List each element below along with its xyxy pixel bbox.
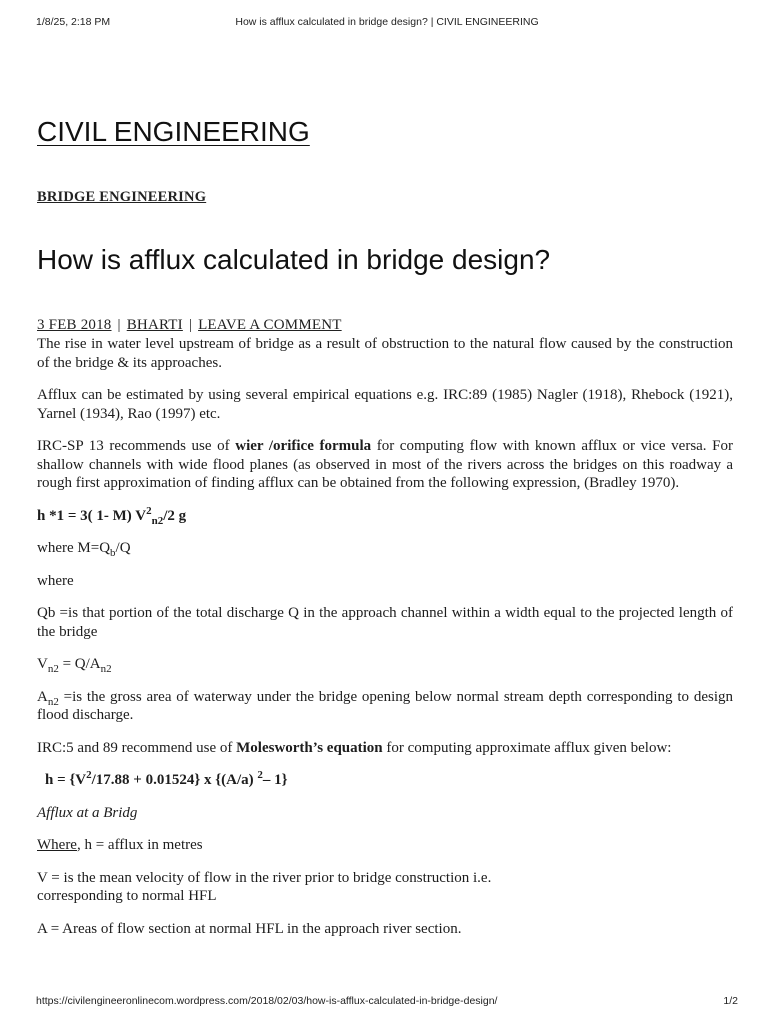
- text: /Q: [115, 540, 131, 556]
- text: , h = afflux in metres: [76, 837, 203, 853]
- meta-separator: |: [188, 317, 193, 333]
- where-word: Where: [37, 837, 77, 853]
- text: corresponding to normal HFL: [37, 888, 217, 904]
- print-datetime: 1/8/25, 2:18 PM: [36, 16, 111, 28]
- text: for computing approximate afflux given below:: [382, 739, 672, 756]
- eq-text: – 1}: [262, 772, 288, 788]
- post-body: [37, 335, 733, 952]
- text: = Q/A: [58, 656, 101, 672]
- sub: n2: [100, 663, 112, 675]
- leave-comment-link[interactable]: LEAVE A COMMENT: [198, 317, 342, 333]
- text: IRC-SP 13 recommends use of: [37, 438, 236, 454]
- text: V = is the mean velocity of flow in the river prior to bridge construction i.e.: [37, 869, 492, 886]
- category-link[interactable]: BRIDGE ENGINEERING: [37, 189, 207, 205]
- text: V: [37, 656, 48, 672]
- print-url: https://civilengineeronlinecom.wordpress.com/2018/02/03/how-is-afflux-calculated-in-bridge-design/: [36, 995, 498, 1007]
- author-link[interactable]: BHARTI: [126, 317, 183, 333]
- eq-text: h *1 = 3( 1- M) V: [37, 507, 147, 524]
- vn2-definition: [37, 655, 733, 674]
- post-meta: [37, 317, 342, 334]
- meta-separator: |: [117, 317, 121, 333]
- equation-bradley: [37, 504, 733, 527]
- sub: n2: [47, 663, 59, 675]
- text: for computing flow with known afflux or vice versa. For shallow channels with wide flood planes (as observed in most of the rivers across the bridges on this roadway a rough first approximation of finding afflux can be obtained from the following expression, (Bradley 1970).: [37, 438, 733, 491]
- where-h: [37, 836, 733, 855]
- paragraph-definition: The rise in water level upstream of bridge as a result of obstruction to the natural flow caused by the construction of the bridge & its approaches.: [37, 336, 733, 371]
- print-page-number: 1/2: [723, 995, 738, 1007]
- post-date-link[interactable]: 3 FEB 2018: [37, 317, 112, 333]
- a-definition: A = Areas of flow section at normal HFL in the approach river section.: [37, 920, 462, 937]
- bold-text: wier /orifice formula: [235, 438, 372, 454]
- equation-molesworth: [37, 771, 733, 790]
- eq-sup: 2: [257, 769, 263, 781]
- paragraph-irc-5-89: [37, 739, 733, 758]
- sub: n2: [47, 695, 59, 708]
- figure-caption: Afflux at a Bridg: [37, 804, 138, 821]
- paragraph-irc-sp13: [37, 437, 733, 493]
- eq-sup: 2: [86, 769, 92, 781]
- eq-text: /2 g: [163, 507, 187, 524]
- post-title: How is afflux calculated in bridge design?: [37, 244, 551, 275]
- where: where: [37, 572, 74, 589]
- where-m: [37, 539, 733, 558]
- eq-sub: n2: [151, 514, 164, 527]
- v-definition: [37, 869, 733, 906]
- bold-text: Molesworth’s equation: [236, 739, 383, 756]
- eq-text: h = {V: [45, 772, 87, 788]
- sub: b: [110, 547, 116, 559]
- text: IRC:5 and 89 recommend use of: [37, 739, 237, 756]
- eq-text: /17.88 + 0.01524} x {(A/a): [91, 772, 258, 788]
- site-title-link[interactable]: CIVIL ENGINEERING: [37, 116, 310, 147]
- qb-definition: Qb =is that portion of the total discharge Q in the approach channel within a width equal to the projected length of the bridge: [37, 605, 733, 640]
- an2-definition: [37, 688, 733, 725]
- text: A: [37, 688, 48, 705]
- print-page-title: How is afflux calculated in bridge design? | CIVIL ENGINEERING: [235, 16, 539, 28]
- eq-sup: 2: [146, 504, 152, 517]
- text: where M=Q: [37, 540, 111, 556]
- text: =is the gross area of waterway under the bridge opening below normal stream depth corresponding to design flood discharge.: [37, 688, 733, 723]
- paragraph-equations: Afflux can be estimated by using several empirical equations e.g. IRC:89 (1985) Nagler (1918), Rhebock (1921), Yarnel (1934), Rao (1997) etc.: [37, 387, 733, 422]
